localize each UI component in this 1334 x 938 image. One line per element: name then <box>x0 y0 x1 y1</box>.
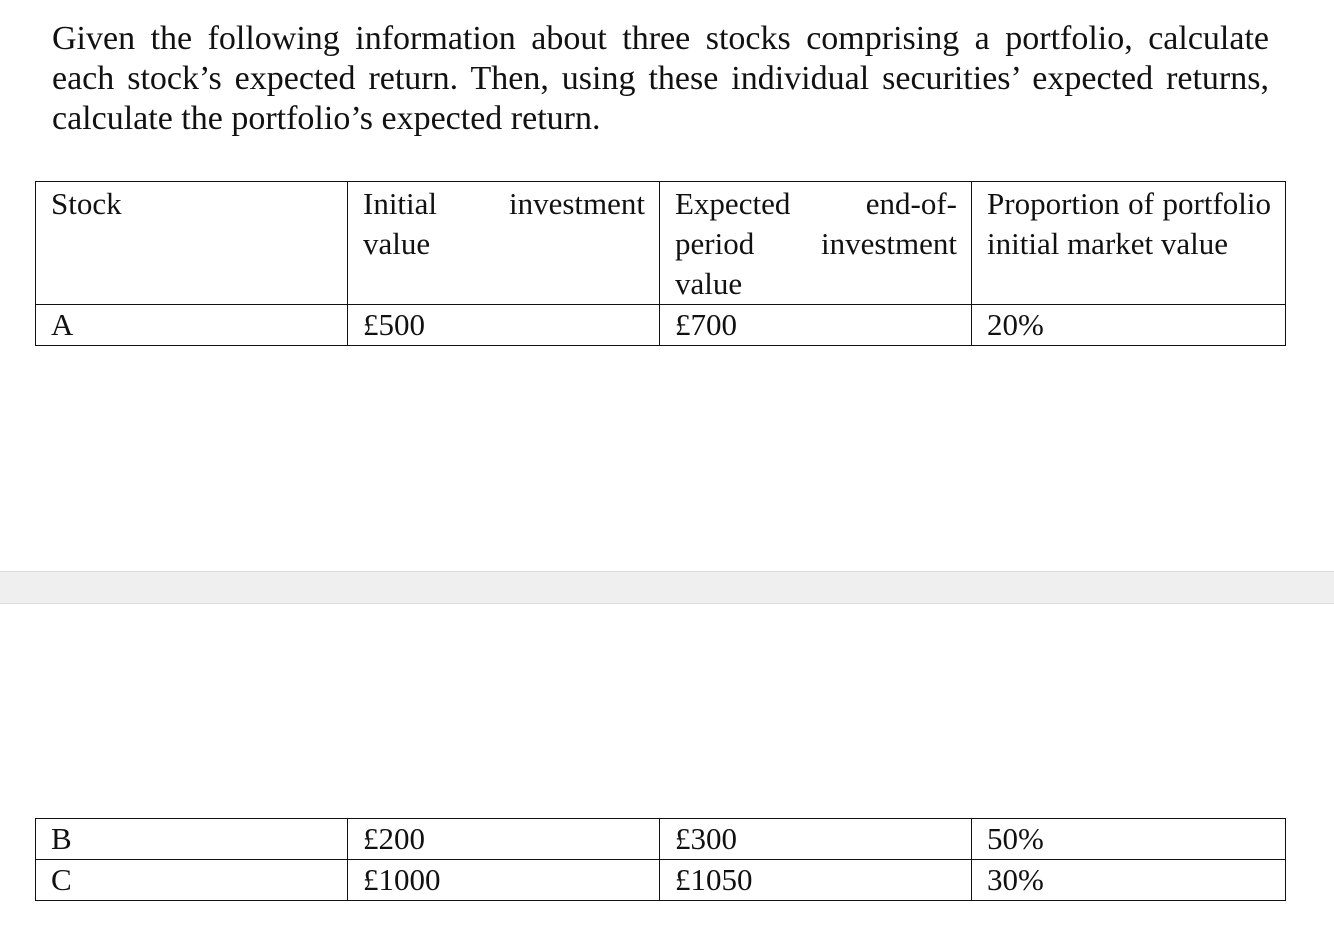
cell-stock: A <box>36 305 348 346</box>
cell-stock: C <box>36 860 348 901</box>
header-proportion: Proportion of portfolio initial market value <box>972 182 1286 305</box>
cell-initial-value: £500 <box>348 305 660 346</box>
table-row <box>36 305 1286 346</box>
cell-stock: B <box>36 819 348 860</box>
page-break-divider <box>0 571 1334 604</box>
cell-expected-value: £1050 <box>660 860 972 901</box>
cell-proportion: 30% <box>972 860 1286 901</box>
cell-expected-value: £700 <box>660 305 972 346</box>
cell-proportion: 50% <box>972 819 1286 860</box>
table-row <box>36 860 1286 901</box>
question-text: Given the following information about three stocks comprising a portfolio, calculate each stock’s expected return. Then, using these individual securities’ expected returns, calculate the portfolio’s expected return. <box>52 20 1269 137</box>
cell-expected-value: £300 <box>660 819 972 860</box>
stocks-table-top <box>35 181 1286 346</box>
table-row <box>36 819 1286 860</box>
cell-initial-value: £200 <box>348 819 660 860</box>
cell-initial-value: £1000 <box>348 860 660 901</box>
cell-proportion: 20% <box>972 305 1286 346</box>
header-stock: Stock <box>36 182 348 305</box>
table-header-row <box>36 182 1286 305</box>
header-expected-end-value: Expected end-of-period investment value <box>660 182 972 305</box>
stocks-table-bottom <box>35 818 1286 901</box>
header-initial-investment-value: Initial investment value <box>348 182 660 305</box>
